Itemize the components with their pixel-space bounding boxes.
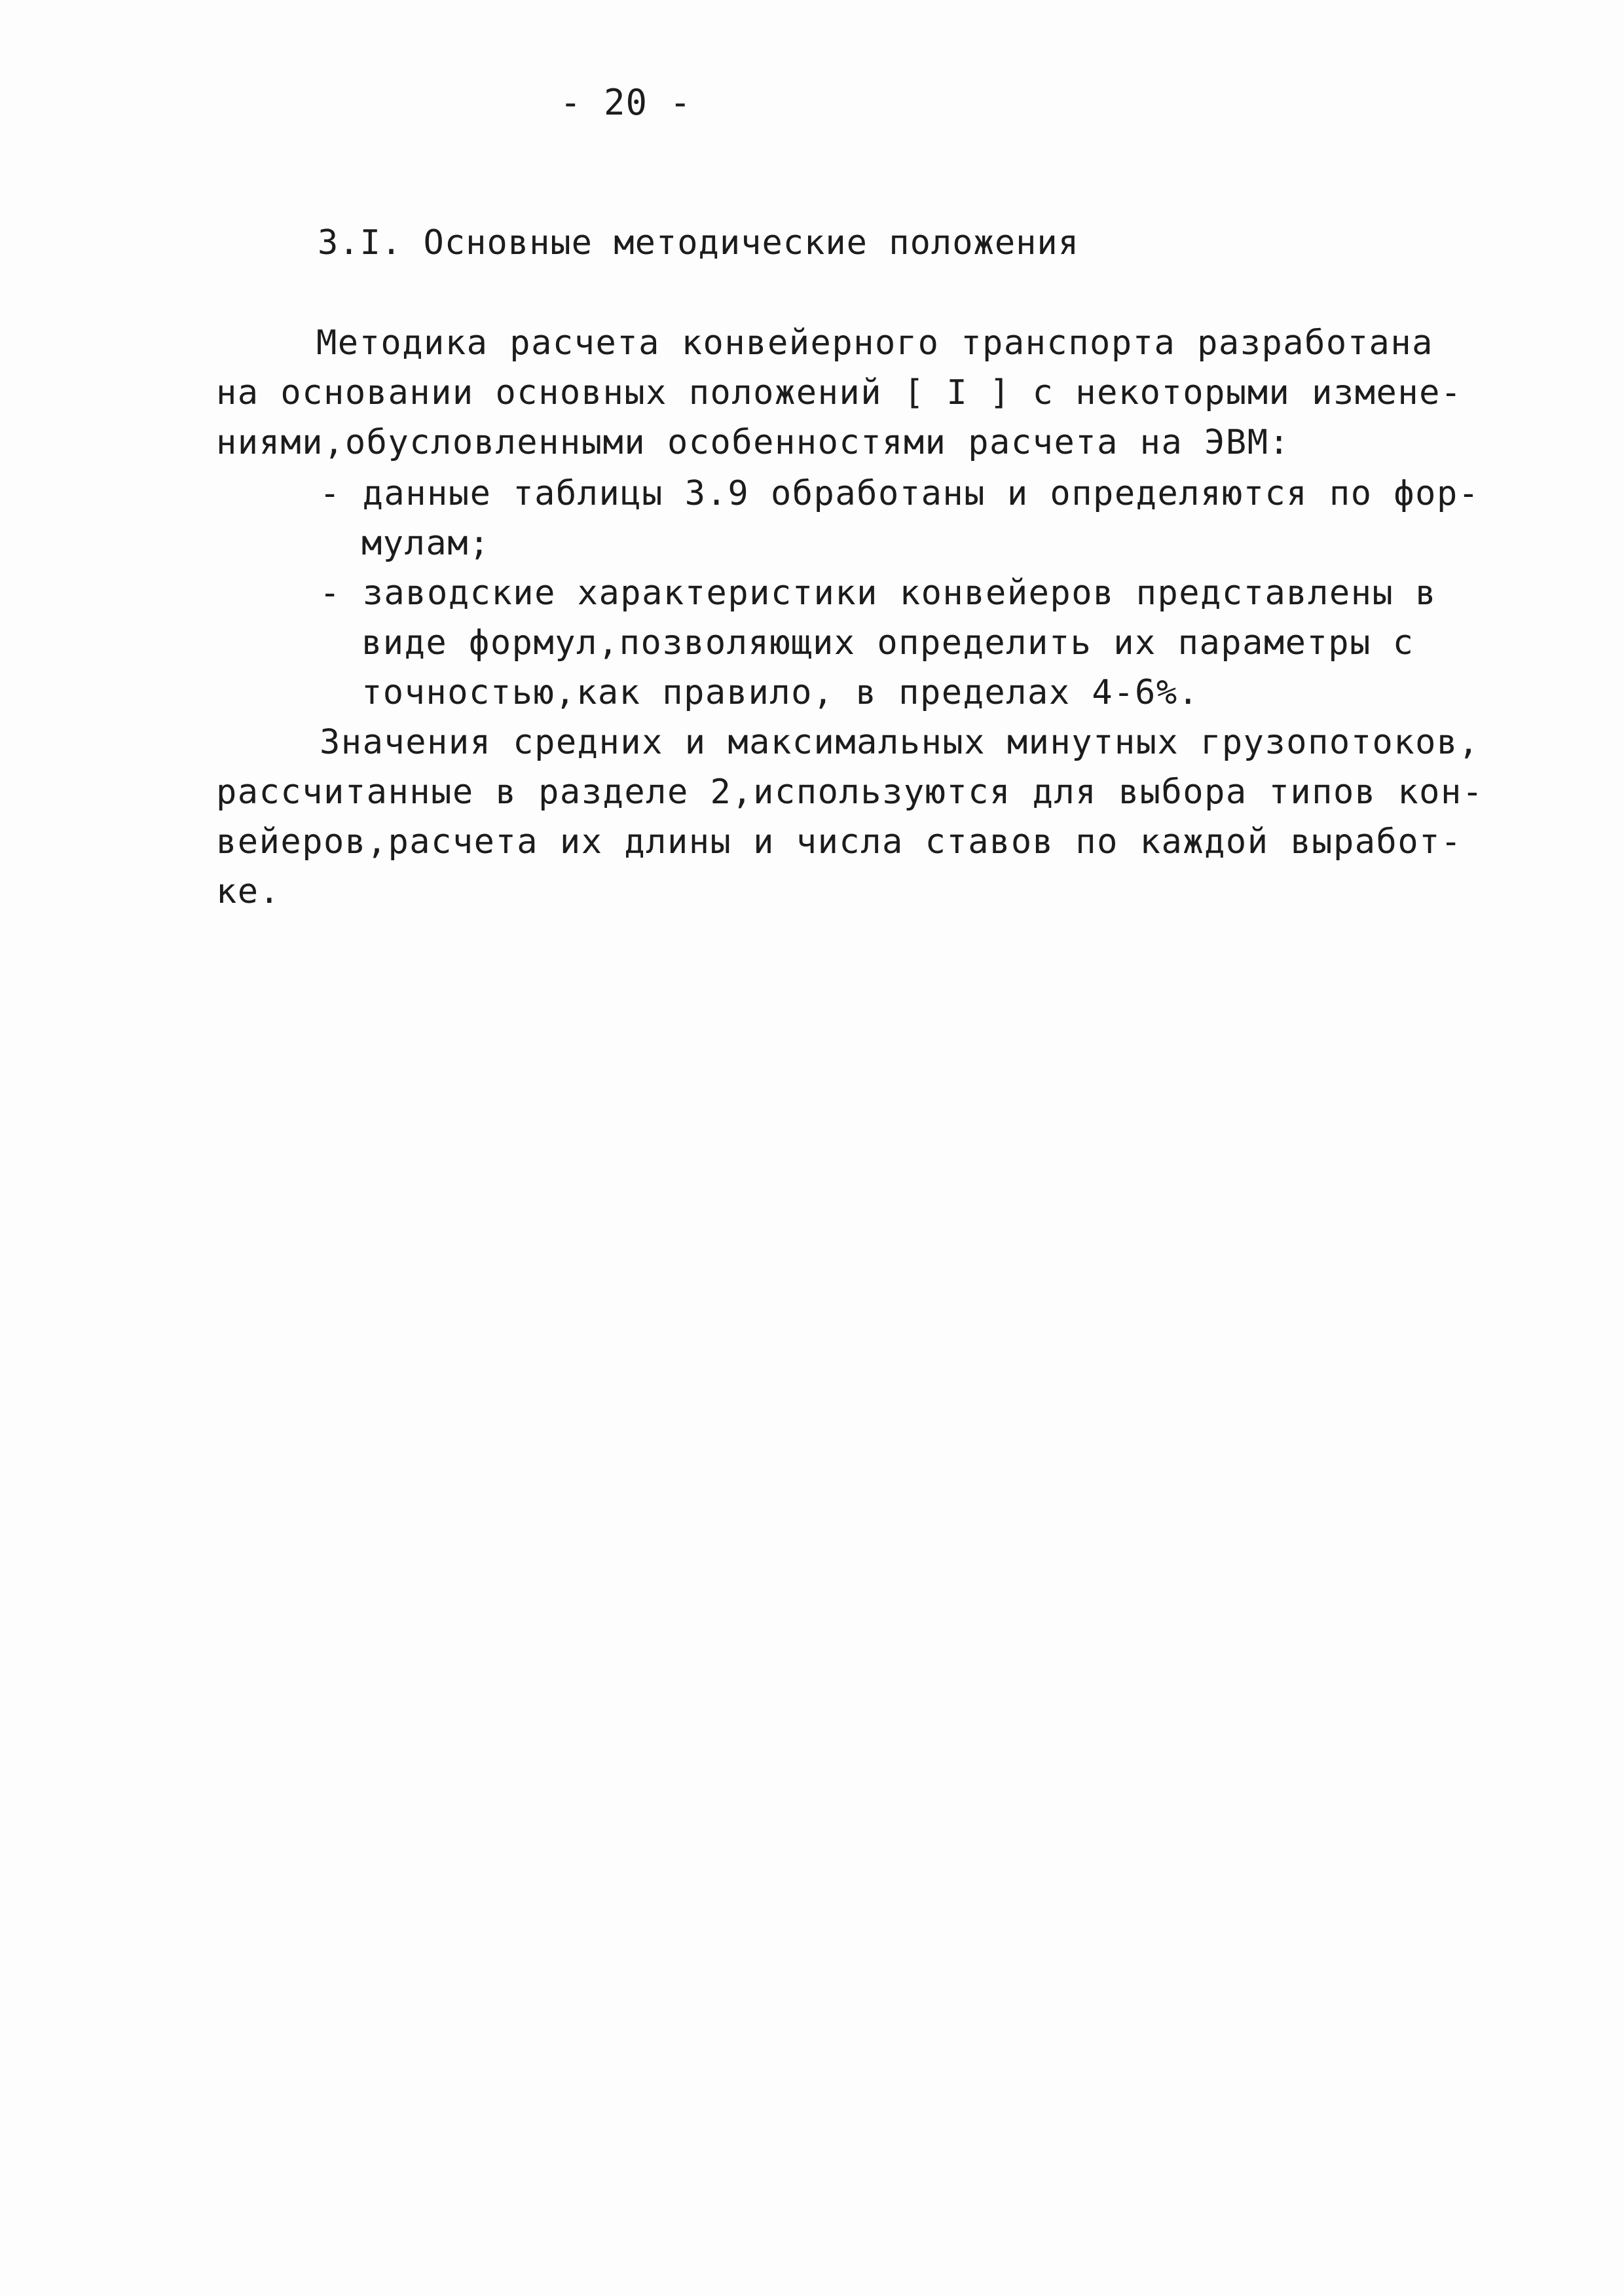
- paragraph-1-line-2: на основании основных положений [ I ] с некоторыми измене-: [216, 373, 1462, 412]
- paragraph-1-line-3: ниями,обусловленными особенностями расчета на ЭВМ:: [216, 423, 1291, 462]
- bullet-2-line-3: точностью,как правило, в пределах 4-6%.: [361, 673, 1200, 712]
- paragraph-2-line-3: вейеров,расчета их длины и числа ставов по каждой выработ-: [216, 822, 1462, 862]
- paragraph-1-line-1: Методика расчета конвейерного транспорта разработана: [316, 323, 1433, 363]
- section-heading: 3.I. Основные методические положения: [318, 223, 1080, 263]
- page-number: - 20 -: [560, 82, 692, 123]
- paragraph-2-line-4: ке.: [216, 872, 281, 911]
- bullet-2-line-2: виде формул,позволяющих определить их параметры с: [361, 623, 1414, 663]
- bullet-2-line-1: - заводские характеристики конвейеров представлены в: [320, 574, 1437, 613]
- bullet-1-line-2: мулам;: [361, 524, 490, 563]
- paragraph-2-line-2: рассчитанные в разделе 2,используются для выбора типов кон-: [216, 773, 1484, 812]
- paragraph-2-line-1: Значения средних и максимальных минутных грузопотоков,: [320, 723, 1480, 762]
- bullet-1-line-1: - данные таблицы 3.9 обработаны и определяются по фор-: [320, 474, 1480, 513]
